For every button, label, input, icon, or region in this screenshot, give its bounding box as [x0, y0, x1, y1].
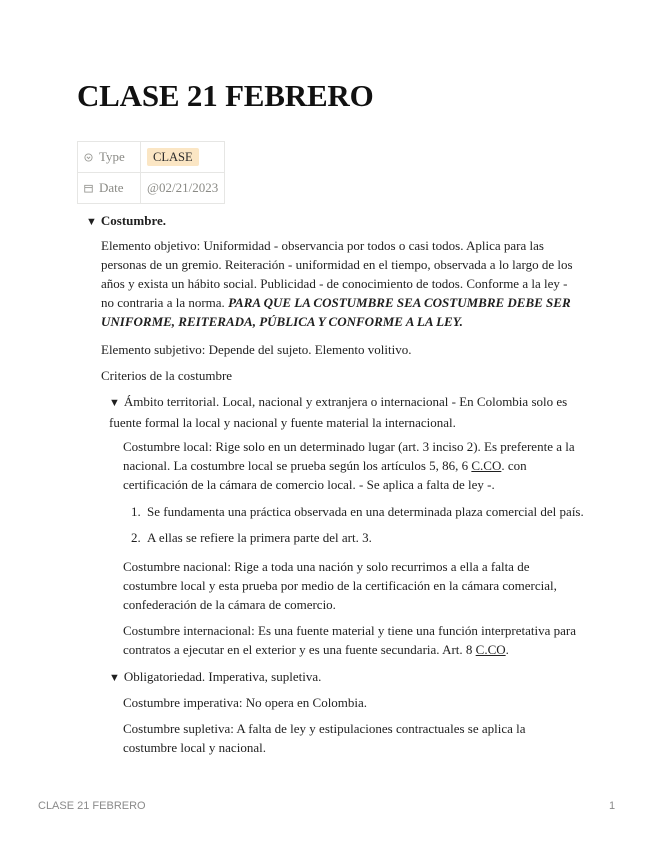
- criterios-paragraph: Criterios de la costumbre: [101, 368, 233, 383]
- property-value-date[interactable]: [141, 173, 225, 204]
- costumbre-local-paragraph: [123, 437, 581, 494]
- costumbre-local-text-b: . con certificación de la cámara de comercio local. - Se aplica a falta de ley -.: [123, 458, 527, 492]
- toggle-triangle-icon[interactable]: ▼: [109, 672, 120, 684]
- cco-abbreviation: C.CO: [475, 642, 506, 657]
- property-name-date: [78, 173, 141, 204]
- property-row-type: [78, 142, 225, 173]
- cco-abbreviation: C.CO: [471, 458, 502, 473]
- elemento-objetivo-paragraph: [101, 236, 581, 331]
- page-number: 1: [609, 800, 616, 812]
- select-icon: [84, 153, 93, 162]
- date-label: Date: [99, 180, 124, 195]
- toggle-ambito-label: Ámbito territorial. Local, nacional y extranjera o internacional - En Colombia solo es fuente formal la local y nacional y fuente material la internacional.: [109, 394, 568, 430]
- costumbre-internacional-text-b: .: [505, 642, 509, 657]
- costumbre-nacional-paragraph: Costumbre nacional: Rige a toda una nación y solo recurrimos a ella a falta de costumbre local y esta prueba por medio de la certificación en la cámara comercial, confederación de la cámara de comercio.: [123, 559, 557, 612]
- type-tag: CLASE: [147, 148, 199, 166]
- calendar-icon: [84, 184, 93, 193]
- costumbre-supletiva-paragraph: Costumbre supletiva: A falta de ley y estipulaciones contractuales se aplica la costumbre local y nacional.: [123, 721, 526, 755]
- list-item-text: Se fundamenta una práctica observada en una determinada plaza comercial del país.: [147, 504, 584, 519]
- page-title: CLASE 21 FEBRERO: [77, 78, 374, 113]
- toggle-ambito[interactable]: [109, 392, 581, 432]
- type-label: Type: [99, 149, 125, 164]
- toggle-obligatoriedad-label: Obligatoriedad. Imperativa, supletiva.: [123, 669, 322, 684]
- costumbre-internacional-paragraph: [123, 621, 581, 659]
- toggle-costumbre-label: Costumbre.: [100, 213, 167, 228]
- elemento-subjetivo-paragraph: Elemento subjetivo: Depende del sujeto. Elemento volitivo.: [101, 342, 412, 357]
- property-row-date: [78, 173, 225, 204]
- list-item: [131, 528, 591, 547]
- list-item-number: 1.: [131, 504, 141, 519]
- elemento-objetivo-text: Elemento objetivo: Uniformidad - observancia por todos o casi todos. Aplica para las personas de un gremio. Reiteración - uniformidad en el tiempo, observada a lo largo de los años y exista un hábito social. Publicidad - de conocimiento de todos. Conforme a la ley - no contraria a la norma.: [101, 238, 573, 310]
- property-name-type: [78, 142, 141, 173]
- toggle-triangle-icon[interactable]: ▼: [109, 397, 120, 409]
- properties-table: [77, 141, 225, 204]
- footer-title: CLASE 21 FEBRERO: [38, 800, 146, 812]
- toggle-costumbre[interactable]: [86, 211, 166, 232]
- list-item-number: 2.: [131, 530, 141, 545]
- property-value-type[interactable]: [141, 142, 225, 173]
- costumbre-imperativa-paragraph: Costumbre imperativa: No opera en Colombia.: [123, 695, 368, 710]
- costumbre-internacional-text-a: Costumbre internacional: Es una fuente material y tiene una función interpretativa para contratos a ejecutar en el exterior y es una fuente secundaria. Art. 8: [123, 623, 577, 657]
- date-value: @02/21/2023: [147, 180, 219, 195]
- toggle-triangle-icon[interactable]: ▼: [86, 216, 97, 228]
- list-item-text: A ellas se refiere la primera parte del art. 3.: [147, 530, 372, 545]
- elemento-objetivo-emphasis: PARA QUE LA COSTUMBRE SEA COSTUMBRE DEBE SER UNIFORME, REITERADA, PÚBLICA Y CONFORME A LA LEY.: [101, 295, 571, 329]
- toggle-obligatoriedad[interactable]: [109, 667, 581, 688]
- costumbre-local-text-a: Costumbre local: Rige solo en un determinado lugar (art. 3 inciso 2). Es preferente a la nacional. La costumbre local se prueba según los artículos 5, 86, 6: [123, 439, 575, 473]
- list-item: [131, 502, 591, 521]
